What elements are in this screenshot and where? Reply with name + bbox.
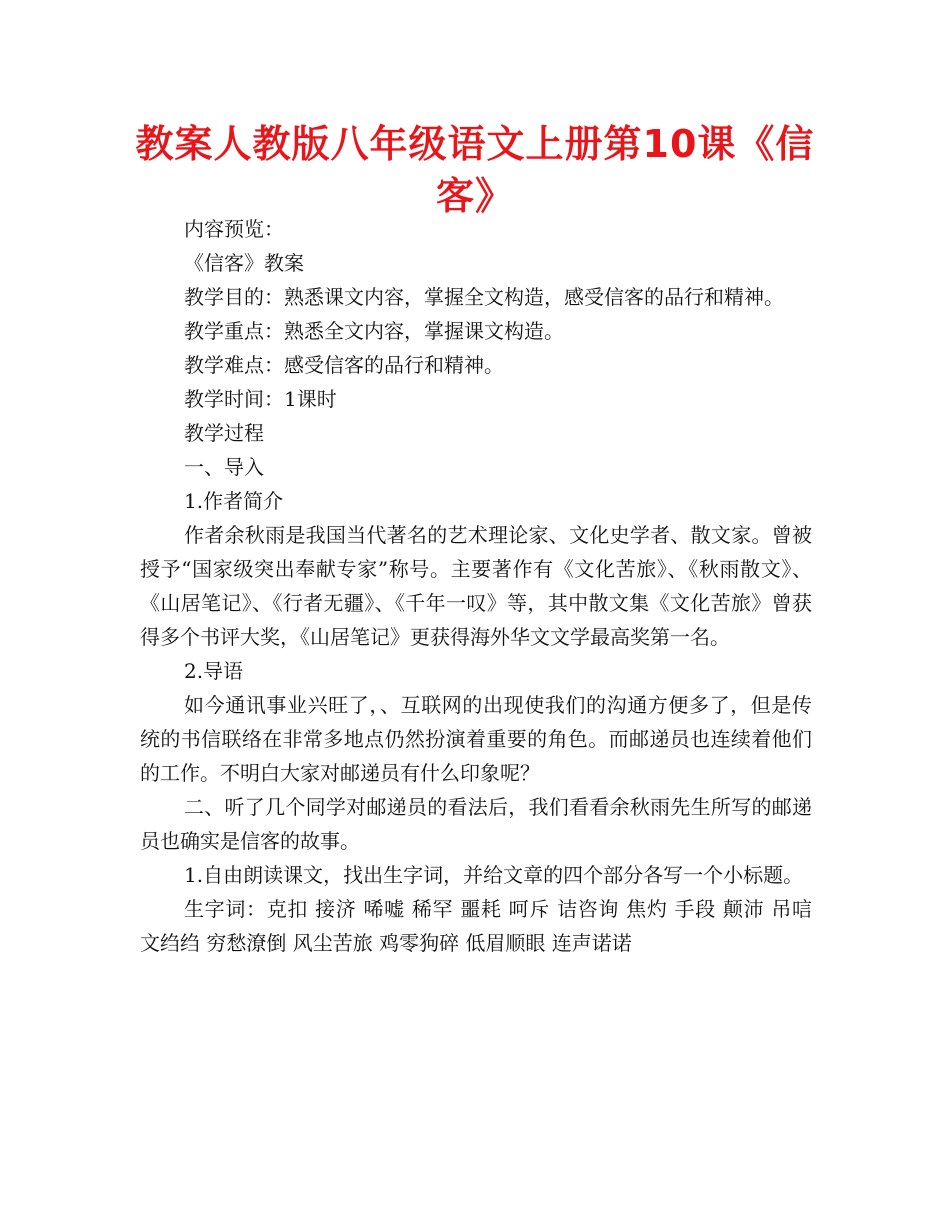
paragraph-author-bio: 作者余秋雨是我国当代著名的艺术理论家、文化史学者、散文家。曾被授予“国家级突出奉献专家”称号。主要著作有《文化苦旅》、《秋雨散文》、《山居笔记》、《行者无疆》、《千年一叹》等，其中散文集《文化苦旅》曾获得多个书评大奖，《山居笔记》更获得海外华文文学最高奖第一名。 — [140, 523, 812, 649]
section-heading-intro: 一、导入 — [184, 455, 264, 479]
paragraph-reading-task: 1.自由朗读课文，找出生字词，并给文章的四个部分各写一个小标题。 — [184, 863, 804, 887]
subheading-lead-in: 2.导语 — [184, 659, 244, 683]
paragraph-teaching-process: 教学过程 — [184, 421, 264, 445]
paragraph-vocabulary: 生字词：克扣 接济 唏嘘 稀罕 噩耗 呵斥 诘咨询 焦灼 手段 颠沛 吊唁 文绉绉 穷愁潦倒 风尘苦旅 鸡零狗碎 低眉顺眼 连声诺诺 — [140, 897, 812, 955]
section-heading-two: 二、听了几个同学对邮递员的看法后，我们看看余秋雨先生所写的邮递员也确实是信客的故事。 — [140, 795, 812, 853]
document-body — [140, 212, 812, 960]
paragraph-teaching-goal: 教学目的：熟悉课文内容，掌握全文构造，感受信客的品行和精神。 — [184, 285, 784, 309]
paragraph-teaching-time: 教学时间：1课时 — [184, 387, 337, 411]
paragraph-lead-in: 如今通讯事业兴旺了，、互联网的出现使我们的沟通方便多了，但是传统的书信联络在非常多地点仍然扮演着重要的角色。而邮递员也连续着他们的工作。不明白大家对邮递员有什么印象呢？ — [140, 693, 812, 785]
document-title: 教案人教版八年级语文上册第10课《信客》 — [135, 122, 815, 218]
paragraph-teaching-difficulty: 教学难点：感受信客的品行和精神。 — [184, 353, 504, 377]
paragraph-teaching-focus: 教学重点：熟悉全文内容，掌握课文构造。 — [184, 319, 564, 343]
paragraph-lesson-plan-title: 《信客》教案 — [184, 251, 304, 275]
paragraph-preview-label: 内容预览： — [184, 217, 284, 241]
subheading-author-intro: 1.作者简介 — [184, 489, 284, 513]
